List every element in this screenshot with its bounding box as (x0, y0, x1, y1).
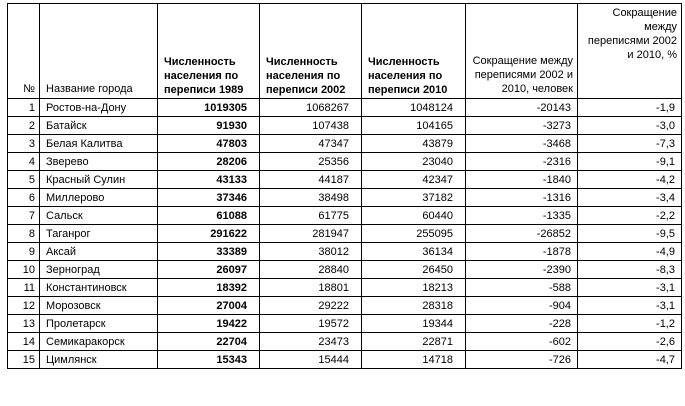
cell-pop-2010: 36134 (362, 243, 466, 261)
cell-diff-abs: -1316 (466, 189, 578, 207)
cell-pop-2010: 26450 (362, 261, 466, 279)
table-row (8, 243, 682, 261)
cell-diff-abs: -588 (466, 279, 578, 297)
cell-diff-pct: -4,2 (578, 171, 682, 189)
cell-num: 3 (8, 135, 40, 153)
cell-pop-2002: 18801 (260, 279, 362, 297)
cell-pop-1989: 26097 (158, 261, 260, 279)
cell-diff-pct: -7,3 (578, 135, 682, 153)
header-city: Название города (40, 4, 158, 99)
cell-pop-2002: 1068267 (260, 99, 362, 117)
table-row (8, 171, 682, 189)
cell-city: Семикаракорск (40, 333, 158, 351)
cell-diff-abs: -3273 (466, 117, 578, 135)
cell-num: 11 (8, 279, 40, 297)
cell-pop-1989: 43133 (158, 171, 260, 189)
cell-city: Зерноград (40, 261, 158, 279)
cell-pop-2002: 38012 (260, 243, 362, 261)
cell-city: Батайск (40, 117, 158, 135)
cell-num: 12 (8, 297, 40, 315)
cell-num: 15 (8, 351, 40, 369)
table-row (8, 351, 682, 369)
cell-city: Миллерово (40, 189, 158, 207)
cell-pop-2010: 1048124 (362, 99, 466, 117)
cell-pop-2002: 23473 (260, 333, 362, 351)
cell-pop-1989: 18392 (158, 279, 260, 297)
cell-pop-2002: 281947 (260, 225, 362, 243)
table-row (8, 153, 682, 171)
header-pop-2010: Численность населения по переписи 2010 (362, 4, 466, 99)
cell-city: Сальск (40, 207, 158, 225)
census-table (7, 3, 682, 369)
cell-num: 4 (8, 153, 40, 171)
cell-pop-1989: 28206 (158, 153, 260, 171)
cell-diff-pct: -1,9 (578, 99, 682, 117)
cell-pop-1989: 291622 (158, 225, 260, 243)
cell-pop-1989: 61088 (158, 207, 260, 225)
cell-pop-2010: 37182 (362, 189, 466, 207)
table-header (8, 4, 682, 99)
table-row (8, 99, 682, 117)
cell-pop-1989: 47803 (158, 135, 260, 153)
cell-pop-1989: 37346 (158, 189, 260, 207)
cell-num: 13 (8, 315, 40, 333)
cell-diff-abs: -726 (466, 351, 578, 369)
cell-pop-2010: 18213 (362, 279, 466, 297)
cell-diff-abs: -1840 (466, 171, 578, 189)
header-diff-abs: Сокращение между переписями 2002 и 2010, человек (466, 4, 578, 99)
cell-city: Цимлянск (40, 351, 158, 369)
cell-diff-pct: -9,5 (578, 225, 682, 243)
cell-pop-2010: 23040 (362, 153, 466, 171)
cell-city: Константиновск (40, 279, 158, 297)
cell-diff-pct: -2,2 (578, 207, 682, 225)
cell-pop-1989: 19422 (158, 315, 260, 333)
table-row (8, 333, 682, 351)
table-row (8, 135, 682, 153)
table-row (8, 297, 682, 315)
cell-pop-2002: 28840 (260, 261, 362, 279)
cell-city: Таганрог (40, 225, 158, 243)
cell-pop-2010: 19344 (362, 315, 466, 333)
cell-pop-2002: 38498 (260, 189, 362, 207)
cell-num: 8 (8, 225, 40, 243)
cell-pop-1989: 15343 (158, 351, 260, 369)
cell-pop-2010: 60440 (362, 207, 466, 225)
cell-pop-2002: 107438 (260, 117, 362, 135)
cell-city: Пролетарск (40, 315, 158, 333)
cell-num: 10 (8, 261, 40, 279)
cell-pop-2002: 47347 (260, 135, 362, 153)
table-row (8, 117, 682, 135)
cell-pop-2010: 22871 (362, 333, 466, 351)
cell-diff-pct: -3,1 (578, 279, 682, 297)
cell-city: Зверево (40, 153, 158, 171)
table-row (8, 315, 682, 333)
cell-pop-1989: 22704 (158, 333, 260, 351)
cell-diff-abs: -2390 (466, 261, 578, 279)
header-pop-2002: Численность населения по переписи 2002 (260, 4, 362, 99)
cell-diff-abs: -904 (466, 297, 578, 315)
cell-pop-2002: 25356 (260, 153, 362, 171)
cell-diff-pct: -1,2 (578, 315, 682, 333)
cell-diff-pct: -3,1 (578, 297, 682, 315)
table-row (8, 207, 682, 225)
cell-pop-2002: 19572 (260, 315, 362, 333)
cell-pop-2002: 29222 (260, 297, 362, 315)
header-num: № (8, 4, 40, 99)
cell-pop-2010: 28318 (362, 297, 466, 315)
cell-diff-abs: -3468 (466, 135, 578, 153)
cell-pop-1989: 91930 (158, 117, 260, 135)
table-row (8, 279, 682, 297)
header-row (8, 4, 682, 99)
table-row (8, 261, 682, 279)
cell-city: Аксай (40, 243, 158, 261)
cell-pop-2010: 42347 (362, 171, 466, 189)
cell-diff-pct: -8,3 (578, 261, 682, 279)
cell-pop-1989: 33389 (158, 243, 260, 261)
cell-diff-pct: -2,6 (578, 333, 682, 351)
cell-diff-abs: -20143 (466, 99, 578, 117)
cell-num: 14 (8, 333, 40, 351)
cell-num: 1 (8, 99, 40, 117)
cell-pop-1989: 27004 (158, 297, 260, 315)
cell-city: Белая Калитва (40, 135, 158, 153)
cell-diff-abs: -602 (466, 333, 578, 351)
table-body (8, 99, 682, 369)
cell-city: Морозовск (40, 297, 158, 315)
cell-city: Красный Сулин (40, 171, 158, 189)
header-diff-pct: Сокращение между переписями 2002 и 2010, % (578, 4, 682, 99)
cell-diff-abs: -228 (466, 315, 578, 333)
cell-pop-2010: 104165 (362, 117, 466, 135)
cell-city: Ростов-на-Дону (40, 99, 158, 117)
cell-num: 2 (8, 117, 40, 135)
cell-diff-abs: -2316 (466, 153, 578, 171)
cell-diff-abs: -26852 (466, 225, 578, 243)
cell-diff-pct: -3,4 (578, 189, 682, 207)
cell-diff-abs: -1878 (466, 243, 578, 261)
cell-pop-2010: 43879 (362, 135, 466, 153)
cell-diff-abs: -1335 (466, 207, 578, 225)
cell-pop-2002: 44187 (260, 171, 362, 189)
header-pop-1989: Численность населения по переписи 1989 (158, 4, 260, 99)
cell-pop-2002: 61775 (260, 207, 362, 225)
cell-pop-2002: 15444 (260, 351, 362, 369)
cell-diff-pct: -9,1 (578, 153, 682, 171)
cell-diff-pct: -3,0 (578, 117, 682, 135)
table-row (8, 189, 682, 207)
cell-diff-pct: -4,9 (578, 243, 682, 261)
cell-num: 5 (8, 171, 40, 189)
cell-diff-pct: -4,7 (578, 351, 682, 369)
cell-pop-1989: 1019305 (158, 99, 260, 117)
cell-num: 7 (8, 207, 40, 225)
cell-pop-2010: 255095 (362, 225, 466, 243)
cell-num: 9 (8, 243, 40, 261)
cell-num: 6 (8, 189, 40, 207)
table-row (8, 225, 682, 243)
cell-pop-2010: 14718 (362, 351, 466, 369)
